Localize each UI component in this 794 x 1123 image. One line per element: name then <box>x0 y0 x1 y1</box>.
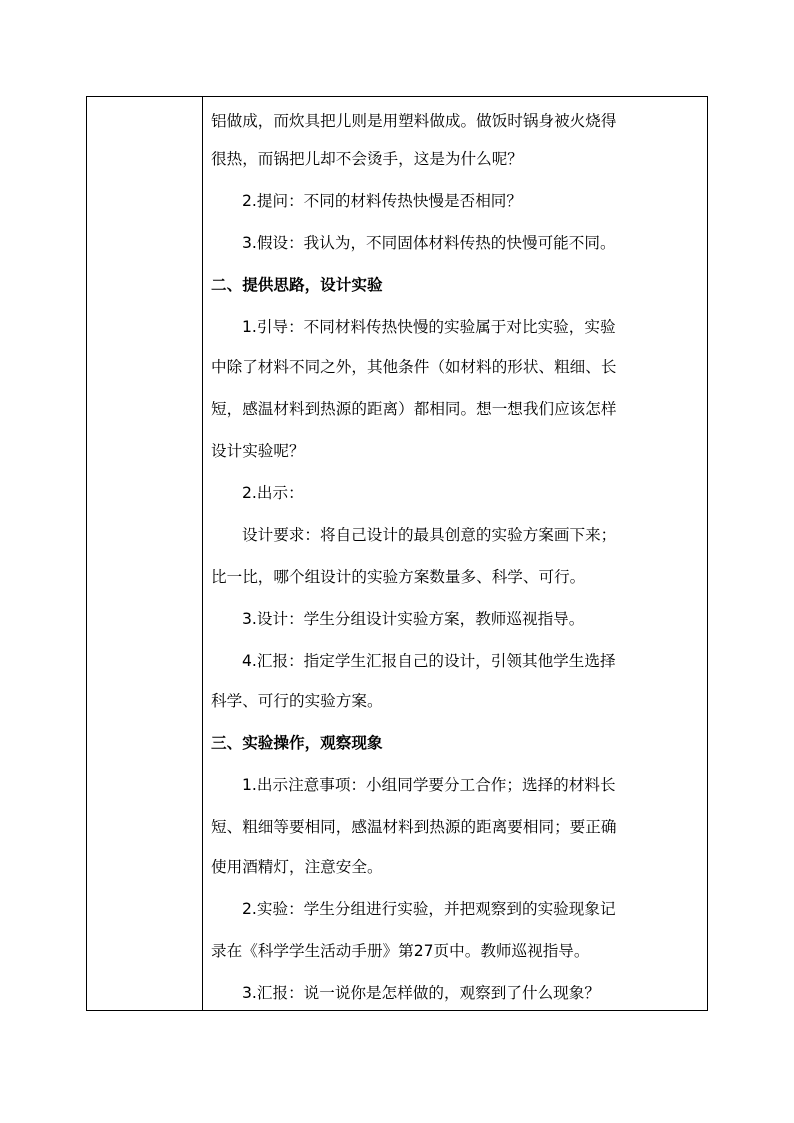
text-line: 短、粗细等要相同，感温材料到热源的距离要相同；要正确 <box>211 818 617 836</box>
text-line: 科学、可行的实验方案。 <box>211 692 383 710</box>
text-line: 设计实验呢？ <box>211 442 305 460</box>
text-line: 3.设计：学生分组设计实验方案，教师巡视指导。 <box>242 610 585 628</box>
section-heading: 三、实验操作，观察现象 <box>211 734 383 752</box>
text-line: 2.实验：学生分组进行实验，并把观察到的实验现象记 <box>242 900 616 918</box>
text-line: 设计要求：将自己设计的最具创意的实验方案画下来； <box>242 526 617 544</box>
text-line: 1.出示注意事项：小组同学要分工合作；选择的材料长 <box>242 776 616 794</box>
text-line: 3.汇报：说一说你是怎样做的，观察到了什么现象？ <box>242 984 600 1002</box>
text-line: 2.出示： <box>242 484 304 502</box>
text-line: 铝做成，而炊具把儿则是用塑料做成。做饭时锅身被火烧得 <box>211 112 617 130</box>
text-line: 比一比，哪个组设计的实验方案数量多、科学、可行。 <box>211 568 586 586</box>
table-right-cell <box>203 97 707 1010</box>
text-line: 使用酒精灯，注意安全。 <box>211 858 383 876</box>
table-left-cell <box>87 97 203 1010</box>
text-line: 录在《科学学生活动手册》第27页中。教师巡视指导。 <box>211 942 590 960</box>
section-heading: 二、提供思路，设计实验 <box>211 276 383 294</box>
text-line: 中除了材料不同之外，其他条件（如材料的形状、粗细、长 <box>211 358 617 376</box>
text-line: 短，感温材料到热源的距离）都相同。想一想我们应该怎样 <box>211 400 617 418</box>
text-line: 3.假设：我认为，不同固体材料传热的快慢可能不同。 <box>242 234 616 252</box>
text-line: 1.引导：不同材料传热快慢的实验属于对比实验，实验 <box>242 318 616 336</box>
text-line: 2.提问：不同的材料传热快慢是否相同？ <box>242 192 522 210</box>
text-line: 很热，而锅把儿却不会烫手，这是为什么呢？ <box>211 150 523 168</box>
text-line: 4.汇报：指定学生汇报自己的设计，引领其他学生选择 <box>242 652 616 670</box>
lesson-plan-table <box>86 96 708 1011</box>
